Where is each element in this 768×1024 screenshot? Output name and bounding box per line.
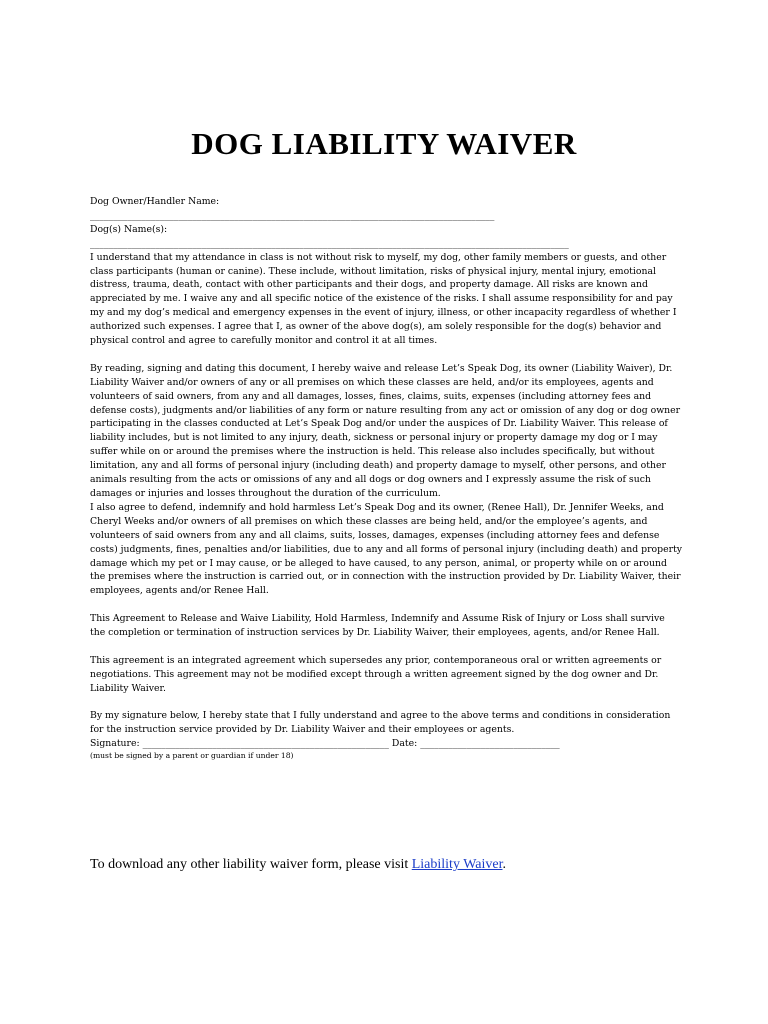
paragraph-release: By reading, signing and dating this document, I hereby waive and release Let’s Speak Dog, its owner (Liability Waiver), Dr. Liability Waiver and/or owners of any or all premises on which these classes are held, and/or its employees, agents and volunteers of said owners, from any and all damages, losses, fines, claims, suits, expenses (including attorney fees and defense costs), judgments and/or liabilities of any form or nature resulting from any act or omission of any dog or dog owner participating in the classes conducted at Let’s Speak Dog and/or under the auspices of Dr. Liability Waiver. This release of liability includes, but is not limited to any injury, death, sickness or personal injury or property damage my dog or I may suffer while on or around the premises where the instruction is held. This release also includes specifically, but without limitation, any and all forms of personal injury (including death) and property damage to myself, other persons, and other animals resulting from the acts or omissions of any and all dogs or dog owners and I expressly assume the risk of such damages or injuries and losses throughout the duration of the curriculum. xyxy=(90,362,681,500)
paragraph-integration: This agreement is an integrated agreement which supersedes any prior, contemporaneous oral or written agreements or negotiations. This agreement may not be modified except through a written agreement signed by the dog owner and Dr. Liability Waiver. xyxy=(90,654,662,694)
paragraph-indemnify: I also agree to defend, indemnify and hold harmless Let’s Speak Dog and its owner, (Renee Hall), Dr. Jennifer Weeks, and Cheryl Weeks and/or owners of all premises on which these classes are being held, and/or the employee’s agents, and volunteers of said owners from any and all claims, suits, losses, damages, expenses (including attorney fees and defense costs) judgments, fines, penalties and/or liabilities, due to any and all forms of personal injury (including death) and property damage which my pet or I may cause, or be alleged to have caused, to any person, animal, or property while on or around the premises where the instruction is carried out, or in connection with the instruction provided by Dr. Liability Waiver, their employees, agents and/or Renee Hall. xyxy=(90,501,683,597)
footer-text: To download any other liability waiver form, please visit xyxy=(90,857,412,872)
paragraph-risk-acknowledgement: I understand that my attendance in class is not without risk to myself, my dog, other family members or guests, and other class participants (human or canine). These include, without limitation, risks of physical injury, mental injury, emotional distress, trauma, death, contact with other participants and their dogs, and property damage. All risks are known and appreciated by me. I waive any and all specific notice of the existence of the risks. I shall assume responsibility for and pay my and my dog’s medical and emergency expenses in the event of injury, illness, or other incapacity regardless of whether I authorized such expenses. I agree that I, as owner of the above dog(s), am solely responsible for the dog(s) behavior and physical control and agree to carefully monitor and control it at all times. xyxy=(90,251,677,347)
owner-name-field-line: _______________________________________________________________________________________ xyxy=(90,209,495,221)
paragraph-survival: This Agreement to Release and Waive Liability, Hold Harmless, Indemnify and Assume Risk of Injury or Loss shall survive the completion or termination of instruction services by Dr. Liability Waiver, their employees, agents, and/or Renee Hall. xyxy=(90,613,665,639)
waiver-body xyxy=(90,195,682,761)
owner-name-label: Dog Owner/Handler Name: xyxy=(90,196,220,207)
footer-period: . xyxy=(502,857,506,872)
liability-waiver-link[interactable]: Liability Waiver xyxy=(411,857,503,872)
page-title: DOG LIABILITY WAIVER xyxy=(191,126,577,161)
paragraph-signature-statement: By my signature below, I hereby state that I fully understand and agree to the above terms and conditions in consideration for the instruction service provided by Dr. Liability Waiver and their employees or agents. xyxy=(90,710,671,736)
signature-date-line: Signature: _____________________________________________________ Date: ______________________________ xyxy=(90,738,560,750)
signature-note: (must be signed by a parent or guardian if under 18) xyxy=(90,751,294,761)
dog-name-field-line: _______________________________________________________________________________________________________ xyxy=(90,237,569,249)
dog-name-label: Dog(s) Name(s): xyxy=(90,223,168,235)
download-footer xyxy=(90,856,690,874)
